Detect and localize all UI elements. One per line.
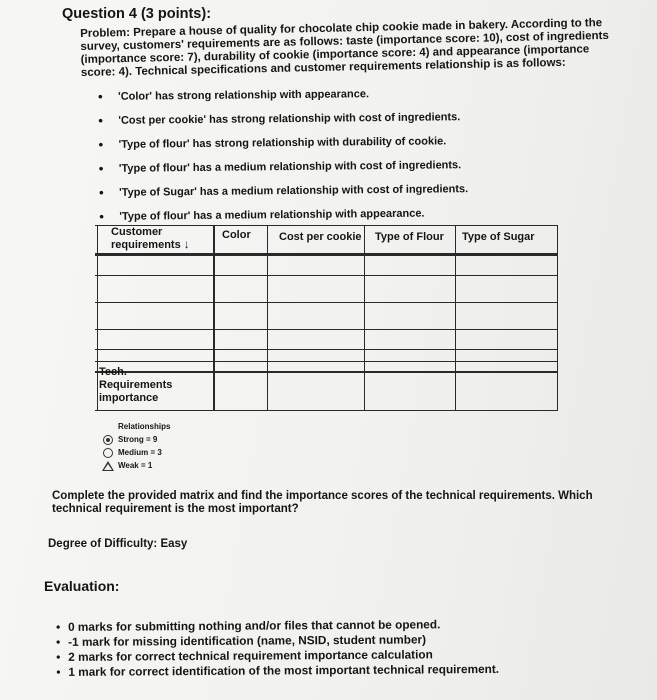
list-item: • 0 marks for submitting nothing and/or files that cannot be opened. bbox=[56, 617, 499, 635]
matrix-line bbox=[455, 225, 456, 411]
matrix-line bbox=[213, 225, 215, 411]
column-header-type-of-sugar: Type of Sugar bbox=[462, 231, 535, 243]
matrix-line bbox=[95, 329, 558, 330]
corner-label-line: requirements ↓ bbox=[111, 237, 190, 251]
matrix-line bbox=[95, 253, 558, 256]
list-item: • 2 marks for correct technical requirement importance calculation bbox=[56, 647, 499, 665]
legend-strong-label: Strong = 9 bbox=[118, 435, 158, 444]
matrix-line bbox=[557, 225, 558, 411]
task-instructions: Complete the provided matrix and find the importance scores of the technical requirements. Which technical requirement is the most important? bbox=[52, 490, 593, 515]
list-item: • 'Type of flour' has a medium relationship with appearance. bbox=[99, 205, 539, 226]
question-title: Question 4 (3 points): bbox=[62, 6, 212, 22]
legend-medium-label: Medium = 3 bbox=[118, 448, 162, 457]
house-of-quality-matrix bbox=[95, 225, 558, 411]
matrix-line bbox=[364, 225, 365, 411]
matrix-line bbox=[95, 275, 558, 276]
list-item: • 'Type of flour' has strong relationship with durability of cookie. bbox=[99, 133, 539, 162]
list-item: • 'Cost per cookie' has strong relationship with cost of ingredients. bbox=[98, 109, 538, 138]
matrix-line bbox=[95, 410, 558, 411]
matrix-line bbox=[97, 225, 98, 411]
relationship-legend bbox=[100, 420, 170, 472]
evaluation-title: Evaluation: bbox=[44, 578, 120, 594]
list-item: • 1 mark for correct identification of the most important technical requirement. bbox=[56, 662, 499, 680]
footer-label-line: Tech. bbox=[99, 366, 127, 378]
matrix-line bbox=[267, 225, 268, 411]
medium-circle-icon bbox=[100, 448, 116, 458]
down-arrow-icon: ↓ bbox=[183, 237, 190, 251]
legend-row-weak bbox=[100, 459, 170, 472]
evaluation-list bbox=[56, 617, 499, 680]
list-item: • 'Type of Sugar' has a medium relationship with cost of ingredients. bbox=[99, 181, 539, 210]
legend-row-strong bbox=[100, 433, 170, 446]
legend-weak-label: Weak = 1 bbox=[118, 461, 153, 470]
legend-row-medium bbox=[100, 446, 170, 459]
matrix-line bbox=[95, 349, 558, 350]
list-item: • 'Type of flour' has a medium relationship with cost of ingredients. bbox=[99, 157, 539, 186]
list-item: • 'Color' has strong relationship with appearance. bbox=[98, 85, 538, 114]
column-header-color: Color bbox=[222, 229, 251, 241]
matrix-corner-label bbox=[111, 226, 190, 251]
legend-title: Relationships bbox=[118, 422, 171, 431]
list-item: • -1 mark for missing identification (name, NSID, student number) bbox=[56, 632, 499, 650]
difficulty-label: Degree of Difficulty: Easy bbox=[48, 538, 188, 550]
matrix-line bbox=[95, 302, 558, 303]
relationship-list bbox=[98, 85, 539, 226]
tech-requirements-importance-label bbox=[99, 366, 172, 405]
strong-circle-dot-icon bbox=[100, 435, 116, 445]
problem-statement: Problem: Prepare a house of quality for chocolate chip cookie made in bakery. According to the survey, customers' requirements are as follows: taste (importance score: 10), cost of ingredients (importance score: 7), durability of cookie (importance score: 4) and appearance (importance score: 4). Technical specifications and customer requirements relationship is as follows: bbox=[80, 17, 609, 79]
footer-label-line: Requirements bbox=[99, 379, 173, 391]
column-header-cost-per-cookie: Cost per cookie bbox=[279, 231, 362, 243]
weak-triangle-icon bbox=[100, 461, 116, 471]
footer-label-line: importance bbox=[99, 392, 159, 404]
matrix-line bbox=[95, 361, 558, 362]
column-header-type-of-flour: Type of Flour bbox=[375, 231, 444, 243]
corner-label-line: Customer bbox=[111, 226, 163, 238]
